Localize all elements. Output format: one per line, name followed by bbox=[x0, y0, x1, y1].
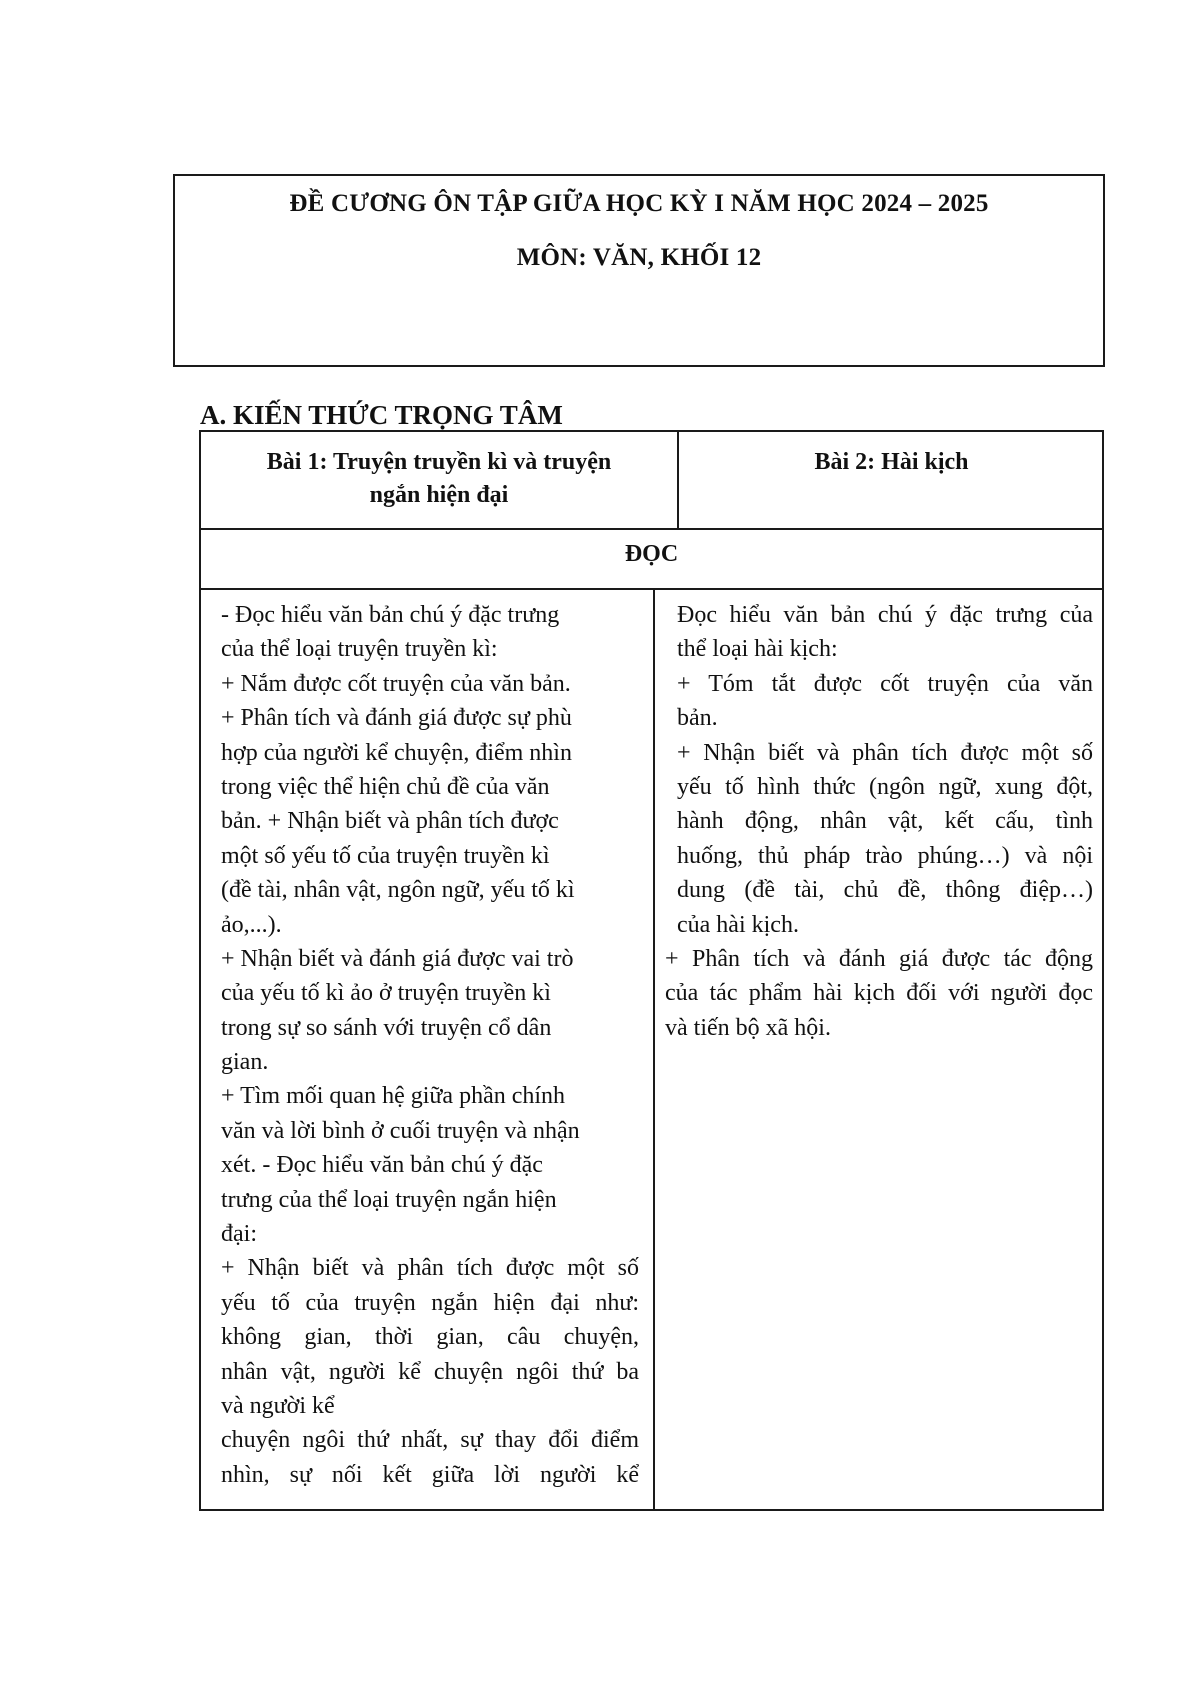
col2-header: Bài 2: Hài kịch bbox=[814, 449, 969, 475]
col1-line: + Nắm được cốt truyện của văn bản. bbox=[221, 670, 571, 697]
col1-line: + Tìm mối quan hệ giữa phần chính bbox=[221, 1083, 566, 1110]
col1-line: và người kể bbox=[221, 1392, 335, 1419]
col2-line: yếu tố hình thức (ngôn ngữ, xung đột, bbox=[677, 773, 1093, 800]
col1-line: văn và lời bình ở cuối truyện và nhận bbox=[221, 1117, 580, 1144]
section-heading: A. KIẾN THỨC TRỌNG TÂM bbox=[200, 400, 563, 430]
col1-line: ảo,...). bbox=[221, 911, 282, 938]
col1-line: (đề tài, nhân vật, ngôn ngữ, yếu tố kì bbox=[221, 877, 575, 904]
col1-header bbox=[201, 446, 677, 512]
header-divider bbox=[677, 432, 679, 528]
col1-line: nhìn, sự nối kết giữa lời người kể bbox=[221, 1461, 639, 1488]
col1-body bbox=[221, 598, 639, 1492]
col1-line: + Phân tích và đánh giá được sự phù bbox=[221, 705, 572, 732]
col2-line: + Phân tích và đánh giá được tác động bbox=[665, 945, 1093, 972]
col1-line: không gian, thời gian, câu chuyện, bbox=[221, 1324, 639, 1351]
col1-line: của thể loại truyện truyền kì: bbox=[221, 636, 498, 663]
header-row-border bbox=[201, 528, 1102, 530]
col1-line: hợp của người kể chuyện, điểm nhìn bbox=[221, 739, 572, 766]
col2-line: bản. bbox=[677, 705, 718, 732]
col2-line: dung (đề tài, chủ đề, thông điệp…) bbox=[677, 877, 1093, 904]
content-table bbox=[199, 430, 1104, 1511]
col2-line: của tác phẩm hài kịch đối với người đọc bbox=[665, 980, 1093, 1007]
col1-header-line2: ngắn hiện đại bbox=[369, 482, 509, 508]
col2-body bbox=[665, 598, 1093, 1045]
col2-line: huống, thủ pháp trào phúng…) và nội bbox=[677, 842, 1093, 869]
col2-line: Đọc hiểu văn bản chú ý đặc trưng của bbox=[677, 602, 1093, 628]
col1-line: bản. + Nhận biết và phân tích được bbox=[221, 808, 559, 835]
col1-line: - Đọc hiểu văn bản chú ý đặc trưng bbox=[221, 602, 560, 628]
col2-line: thể loại hài kịch: bbox=[677, 636, 838, 663]
col1-line: yếu tố của truyện ngắn hiện đại như: bbox=[221, 1289, 639, 1316]
col1-line: gian. bbox=[221, 1049, 269, 1076]
col1-line: + Nhận biết và đánh giá được vai trò bbox=[221, 945, 574, 972]
col2-line: và tiến bộ xã hội. bbox=[665, 1014, 831, 1041]
col1-line: trong việc thể hiện chủ đề của văn bbox=[221, 773, 550, 800]
col1-line: trưng của thể loại truyện ngắn hiện bbox=[221, 1186, 557, 1213]
document-title: ĐỀ CƯƠNG ÔN TẬP GIỮA HỌC KỲ I NĂM HỌC 2024 – 2025 bbox=[289, 190, 989, 217]
col1-line: một số yếu tố của truyện truyền kì bbox=[221, 842, 550, 869]
col1-line: nhân vật, người kể chuyện ngôi thứ ba bbox=[221, 1358, 639, 1385]
col1-line: của yếu tố kì ảo ở truyện truyền kì bbox=[221, 980, 551, 1007]
row-label-doc: ĐỌC bbox=[624, 541, 679, 567]
col1-header-line1: Bài 1: Truyện truyền kì và truyện bbox=[266, 449, 612, 475]
col2-line: + Nhận biết và phân tích được một số bbox=[677, 739, 1093, 766]
col1-line: xét. - Đọc hiểu văn bản chú ý đặc bbox=[221, 1152, 543, 1179]
col1-line: trong sự so sánh với truyện cổ dân bbox=[221, 1014, 552, 1041]
body-divider bbox=[653, 590, 655, 1511]
col1-line: đại: bbox=[221, 1221, 257, 1248]
label-row-border bbox=[201, 588, 1102, 590]
col1-line: + Nhận biết và phân tích được một số bbox=[221, 1255, 639, 1282]
col2-line: của hài kịch. bbox=[677, 911, 799, 938]
col1-line: chuyện ngôi thứ nhất, sự thay đổi điểm bbox=[221, 1427, 639, 1454]
col2-line: hành động, nhân vật, kết cấu, tình bbox=[677, 808, 1093, 835]
title-box bbox=[173, 174, 1105, 367]
document-subtitle: MÔN: VĂN, KHỐI 12 bbox=[516, 244, 762, 271]
col2-line: + Tóm tắt được cốt truyện của văn bbox=[677, 670, 1093, 697]
